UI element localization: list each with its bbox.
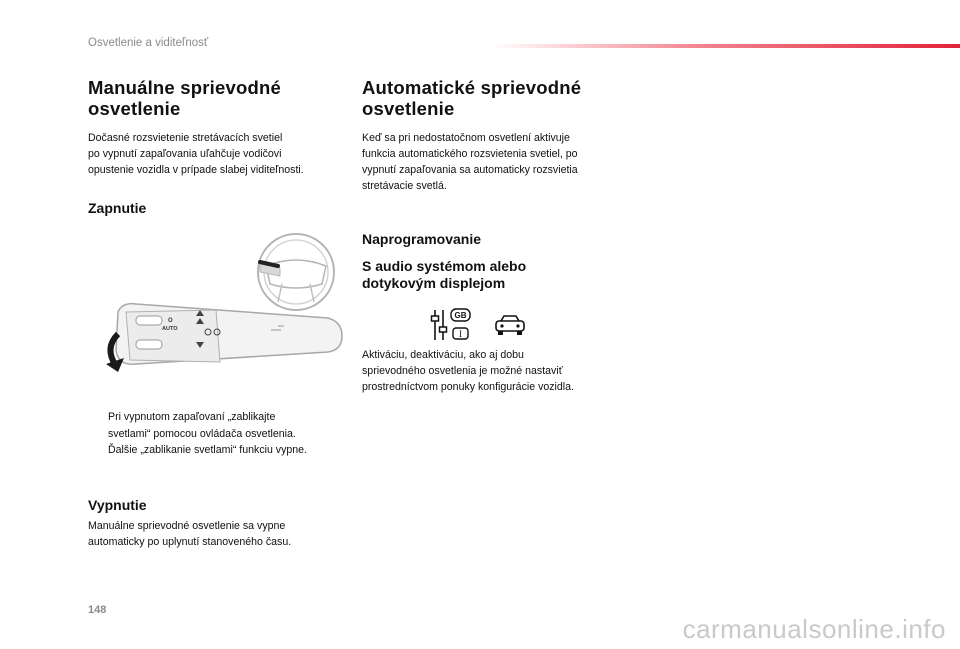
watermark: carmanualsonline.info bbox=[682, 614, 946, 644]
audio-heading-line1: S audio systémom alebo bbox=[362, 258, 527, 274]
audio-line1: Aktiváciu, deaktiváciu, ako aj dobu bbox=[362, 349, 524, 361]
gb-badge-label: GB bbox=[454, 311, 467, 320]
left-column bbox=[88, 77, 350, 217]
off-line1: Manuálne sprievodné osvetlenie sa vypne bbox=[88, 520, 286, 532]
instruction-item-1 bbox=[88, 409, 353, 442]
vehicle-icon bbox=[494, 314, 526, 336]
stalk-auto-label: AUTO bbox=[162, 326, 178, 332]
instruction-list bbox=[88, 409, 353, 459]
manual-heading-line1: Manuálne sprievodné bbox=[88, 77, 281, 98]
instruction-item-2 bbox=[88, 442, 353, 459]
off-heading: Vypnutie bbox=[88, 497, 147, 513]
manual-heading-line2: osvetlenie bbox=[88, 98, 181, 119]
auto-intro-line3: vypnutí zapaľovania sa automaticky rozsvietia bbox=[362, 164, 578, 176]
manual-intro bbox=[88, 130, 350, 178]
manual-intro-line1: Dočasné rozsvietenie stretávacích svetiel bbox=[88, 132, 283, 144]
manual-intro-line3: opustenie vozidla v prípade slabej viditeľnosti. bbox=[88, 164, 304, 176]
instruction-1-line1: Pri vypnutom zapaľovaní „zablikajte bbox=[108, 411, 276, 423]
steering-wheel-icon bbox=[258, 234, 334, 310]
audio-line3: prostredníctvom ponuky konfigurácie vozidla. bbox=[362, 381, 574, 393]
off-text bbox=[88, 518, 353, 550]
instruction-1-line2: svetlami“ pomocou ovládača osvetlenia. bbox=[108, 427, 296, 440]
auto-intro-line2: funkcia automatického rozsvietenia svetiel, po bbox=[362, 148, 578, 160]
off-line2: automaticky po uplynutí stanoveného času. bbox=[88, 536, 292, 548]
auto-intro-line4: stretávacie svetlá. bbox=[362, 180, 447, 192]
bullet-marker bbox=[88, 409, 108, 442]
page-number: 148 bbox=[88, 604, 107, 616]
audio-heading-line2: dotykovým displejom bbox=[362, 275, 506, 291]
settings-sliders-icon bbox=[430, 307, 472, 343]
auto-heading-line1: Automatické sprievodné bbox=[362, 77, 582, 98]
bullet-marker bbox=[88, 442, 108, 459]
header-title: Osvetlenie a viditeľnosť bbox=[88, 37, 209, 49]
audio-display-heading bbox=[362, 258, 622, 292]
header-accent-bar bbox=[490, 44, 960, 48]
lighting-stalk-illustration bbox=[96, 232, 346, 372]
right-column bbox=[362, 77, 622, 292]
programming-heading: Naprogramovanie bbox=[362, 231, 482, 247]
lighting-stalk-icon bbox=[116, 304, 342, 365]
audio-line2: sprievodného osvetlenia je možné nastaviť bbox=[362, 365, 563, 377]
info-badge-label: I bbox=[459, 329, 462, 339]
auto-intro-line1: Keď sa pri nedostatočnom osvetlení aktivuje bbox=[362, 132, 570, 144]
manual-intro-line2: po vypnutí zapaľovania uľahčuje vodičovi bbox=[88, 148, 282, 160]
audio-configuration-text bbox=[362, 347, 624, 395]
manual-lighting-heading bbox=[88, 77, 350, 119]
instruction-2-text: Ďalšie „zablikanie svetlami“ funkciu vypne. bbox=[108, 444, 308, 456]
on-heading: Zapnutie bbox=[88, 200, 147, 216]
auto-intro bbox=[362, 130, 622, 194]
instruction-text bbox=[108, 409, 296, 442]
stalk-off-label: O bbox=[168, 318, 173, 324]
automatic-lighting-heading bbox=[362, 77, 622, 119]
auto-heading-line2: osvetlenie bbox=[362, 98, 455, 119]
